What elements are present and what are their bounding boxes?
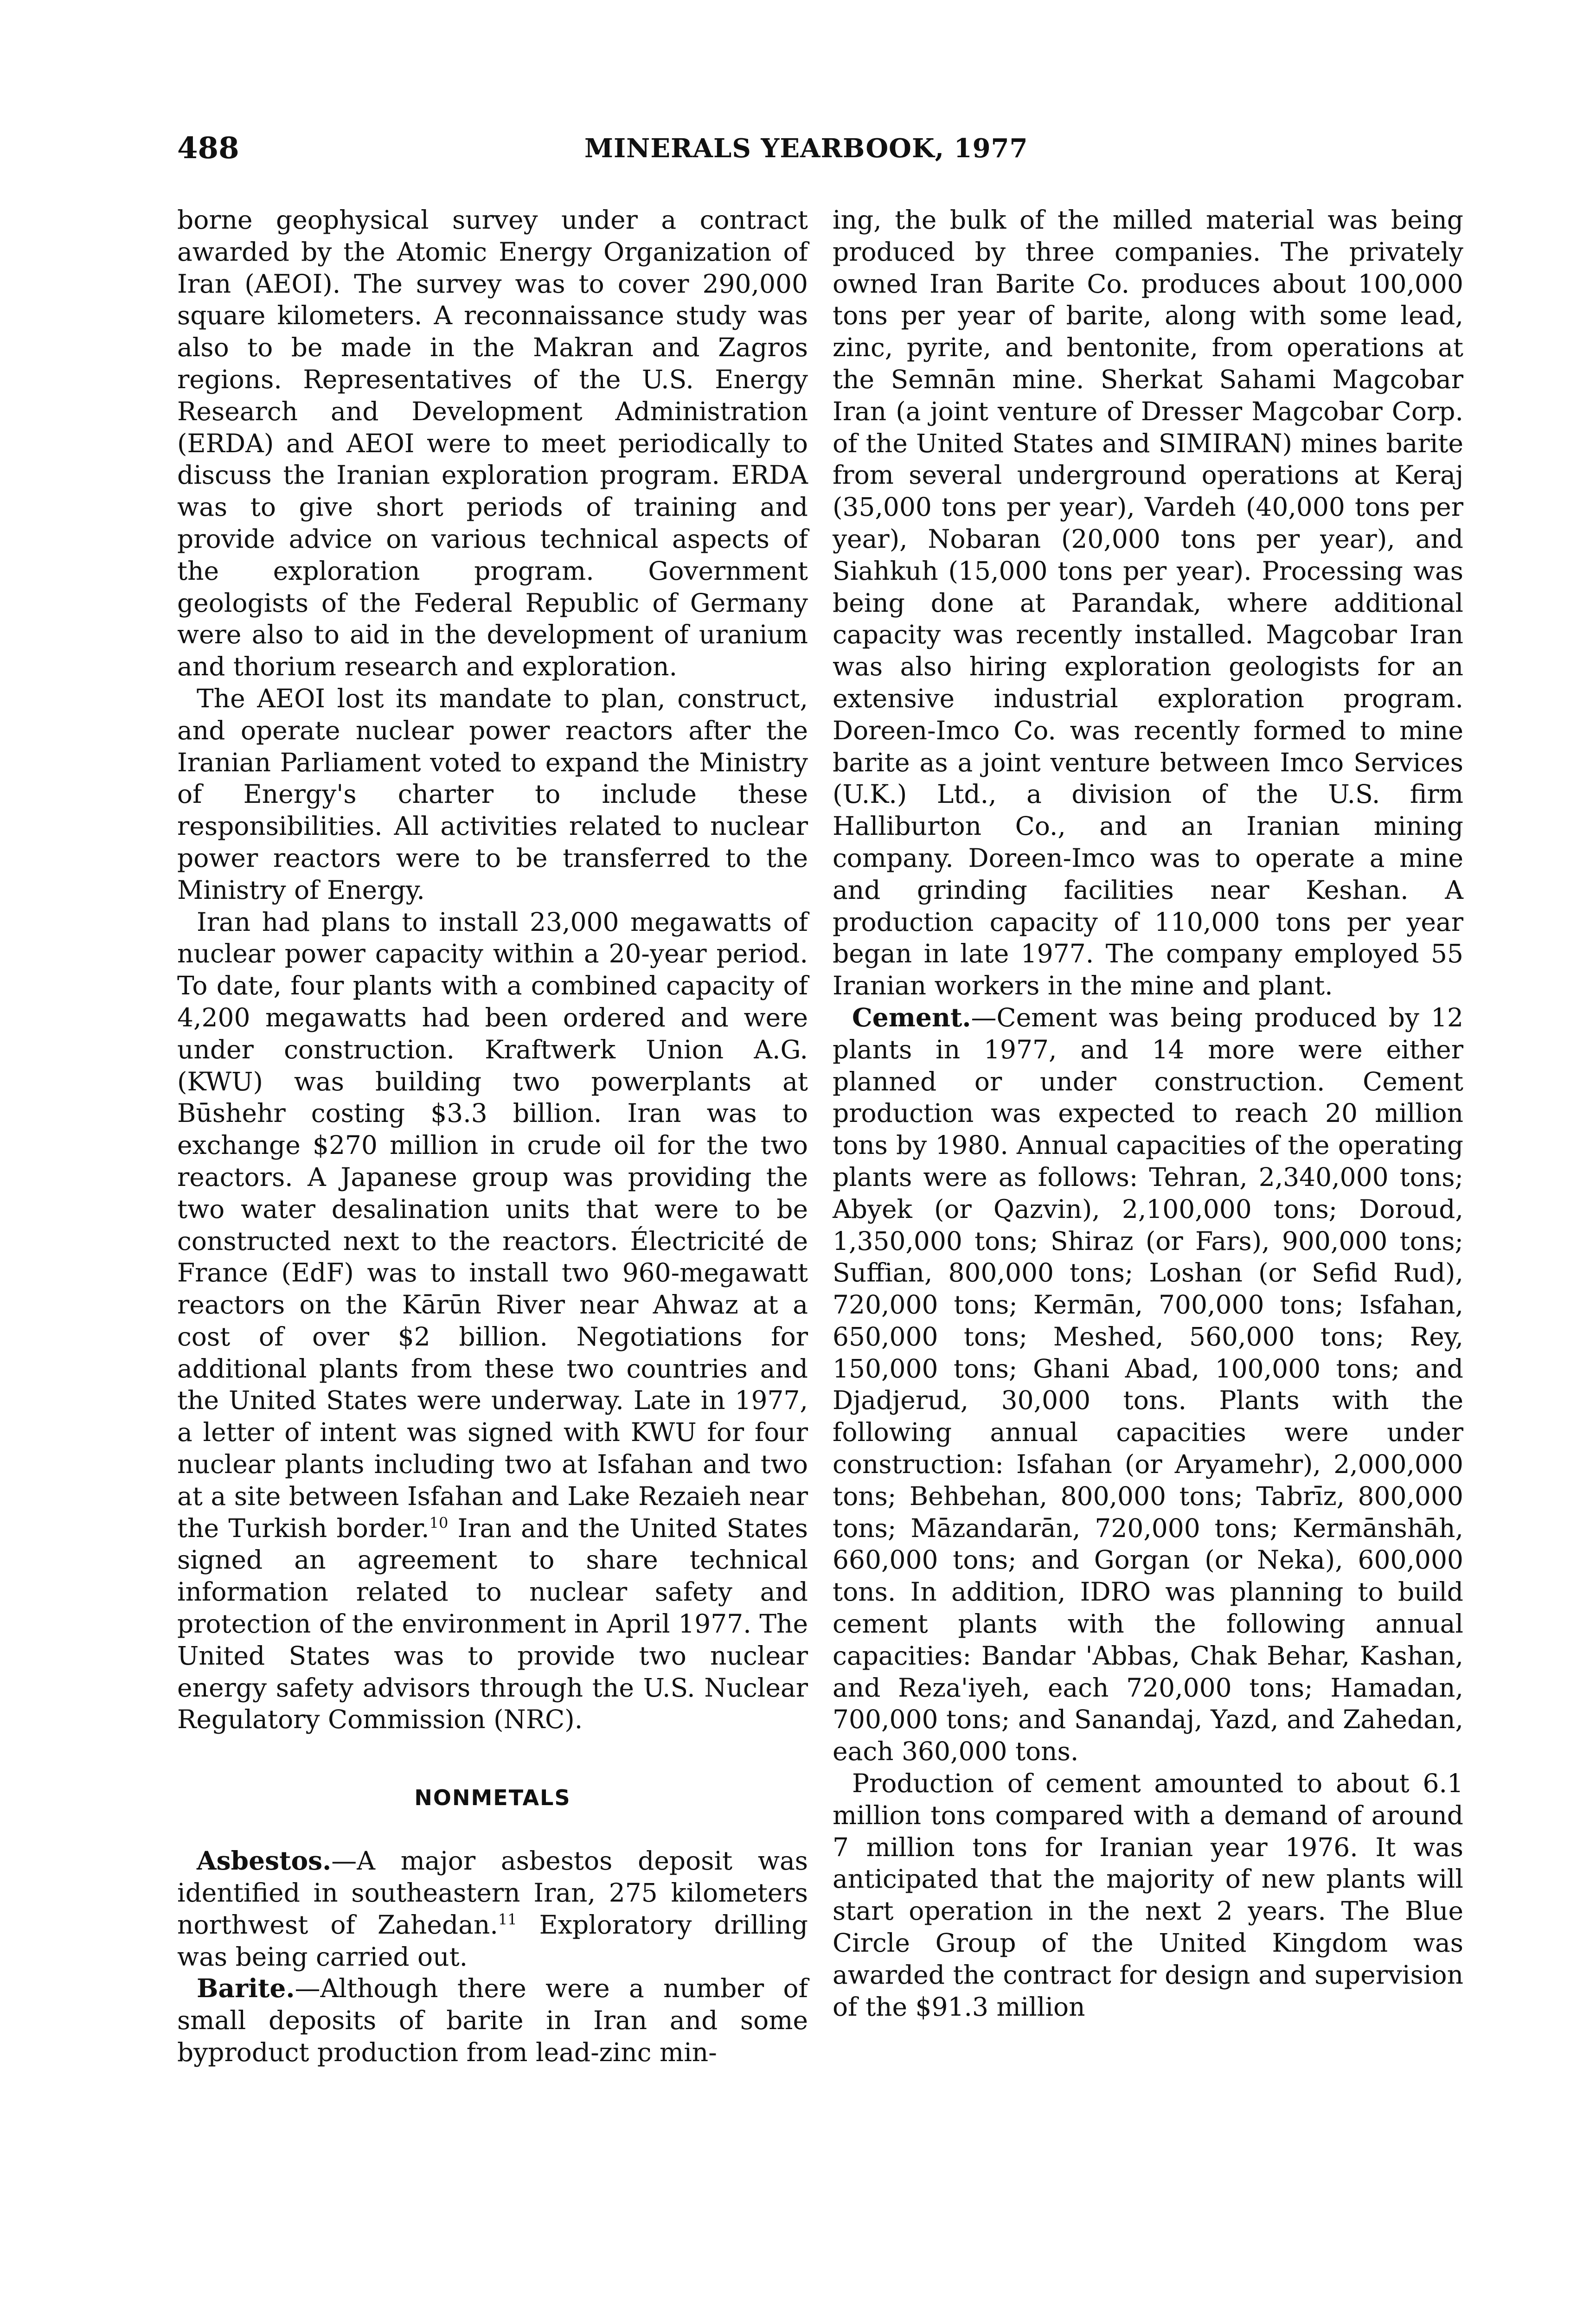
cement-label: Cement.	[852, 1002, 971, 1032]
paragraph-cement-production: Production of cement amounted to about 6.1 million tons compared with a demand of around 7 million tons for Iranian year 1976. It was anticipated that the majority of new plants will start operation in the next 2 years. The Blue Circle Group of the United Kingdom was awarded the contract for design and supervision of the $91.3 million	[833, 1768, 1463, 2022]
page-number: 488	[177, 131, 239, 166]
right-column	[833, 204, 1463, 2023]
paragraph-asbestos	[177, 1845, 808, 1973]
asbestos-label: Asbestos.	[197, 1845, 332, 1876]
paragraph-cement	[833, 1002, 1463, 1768]
nuclear-plans-text-continued: Iran and the United States signed an agreement to share technical information related to nuclear safety and protection of the environment in April 1977. The United States was to provide two nuclear energy safety advisors through the U.S. Nuclear Regulatory Commission (NRC).	[177, 1513, 808, 1735]
paragraph-barite	[177, 1973, 808, 2068]
page-header	[0, 125, 1596, 172]
running-title: MINERALS YEARBOOK, 1977	[584, 133, 1028, 164]
section-heading-nonmetals: NONMETALS	[414, 1785, 571, 1811]
footnote-ref-10: 10	[429, 1514, 449, 1532]
barite-label: Barite.	[197, 1973, 295, 2004]
asbestos-text-continued: Exploratory drilling was being carried out.	[177, 1909, 808, 1972]
nuclear-plans-text: Iran had plans to install 23,000 megawatts of nuclear power capacity within a 20-year period. To date, four plants with a combined capacity of 4,200 megawatts had been ordered and were under construction. Kraftwerk Union A.G. (KWU) was building two powerplants at Būshehr costing $3.3 billion. Iran was to exchange $270 million in crude oil for the two reactors. A Japanese group was providing the two water desalination units that were to be constructed next to the reactors. Électricité de France (EdF) was to install two 960-megawatt reactors on the Kārūn River near Ahwaz at a cost of over $2 billion. Negotiations for additional plants from these two countries and the United States were underway. Late in 1977, a letter of intent was signed with KWU for four nuclear plants including two at Isfahan and two at a site between Isfahan and Lake Rezaieh near the Turkish border.	[177, 907, 808, 1543]
asbestos-text: —A major asbestos deposit was identified in southeastern Iran, 275 kilometers northwest of Zahedan.	[177, 1846, 808, 1940]
paragraph-nuclear-plans	[177, 906, 808, 1736]
left-column	[177, 204, 808, 2069]
paragraph-uranium-survey: borne geophysical survey under a contract awarded by the Atomic Energy Organization of Iran (AEOI). The survey was to cover 290,000 square kilometers. A reconnaissance study was also to be made in the Makran and Zagros regions. Representatives of the U.S. Energy Research and Development Administration (ERDA) and AEOI were to meet periodically to discuss the Iranian exploration program. ERDA was to give short periods of training and provide advice on various technical aspects of the exploration program. Government geologists of the Federal Republic of Germany were also to aid in the development of uranium and thorium research and exploration.	[177, 205, 808, 682]
footnote-ref-11: 11	[498, 1910, 517, 1928]
paragraph-barite-continued: ing, the bulk of the milled material was being produced by three companies. The privately owned Iran Barite Co. produces about 100,000 tons per year of barite, along with some lead, zinc, pyrite, and bentonite, from operations at the Semnān mine. Sherkat Sahami Magcobar Iran (a joint venture of Dresser Magcobar Corp. of the United States and SIMIRAN) mines barite from several underground operations at Keraj (35,000 tons per year), Vardeh (40,000 tons per year), Nobaran (20,000 tons per year), and Siahkuh (15,000 tons per year). Processing was being done at Parandak, where additional capacity was recently installed. Magcobar Iran was also hiring exploration geologists for an extensive industrial exploration program. Doreen-Imco Co. was recently formed to mine barite as a joint venture between Imco Services (U.K.) Ltd., a division of the U.S. firm Halliburton Co., and an Iranian mining company. Doreen-Imco was to operate a mine and grinding facilities near Keshan. A production capacity of 110,000 tons per year began in late 1977. The company employed 55 Iranian workers in the mine and plant.	[833, 205, 1463, 1001]
barite-text: —Although there were a number of small deposits of barite in Iran and some byproduct production from lead-zinc min-	[177, 1973, 808, 2068]
paragraph-aeoi-mandate: The AEOI lost its mandate to plan, construct, and operate nuclear power reactors after the Iranian Parliament voted to expand the Ministry of Energy's charter to include these responsibilities. All activities related to nuclear power reactors were to be transferred to the Ministry of Energy.	[177, 683, 808, 905]
cement-text: —Cement was being produced by 12 plants in 1977, and 14 more were either planned or under construction. Cement production was expected to reach 20 million tons by 1980. Annual capacities of the operating plants were as follows: Tehran, 2,340,000 tons; Abyek (or Qazvin), 2,100,000 tons; Doroud, 1,350,000 tons; Shiraz (or Fars), 900,000 tons; Suffian, 800,000 tons; Loshan (or Sefid Rud), 720,000 tons; Kermān, 700,000 tons; Isfahan, 650,000 tons; Meshed, 560,000 tons; Rey, 150,000 tons; Ghani Abad, 100,000 tons; and Djadjerud, 30,000 tons. Plants with the following annual capacities were under construction: Isfahan (or Aryamehr), 2,000,000 tons; Behbehan, 800,000 tons; Tabrīz, 800,000 tons; Māzandarān, 720,000 tons; Kermānshāh, 660,000 tons; and Gorgan (or Neka), 600,000 tons. In addition, IDRO was planning to build cement plants with the following annual capacities: Bandar 'Abbas, Chak Behar, Kashan, and Reza'iyeh, each 720,000 tons; Hamadan, 700,000 tons; and Sanandaj, Yazd, and Zahedan, each 360,000 tons.	[833, 1002, 1463, 1767]
